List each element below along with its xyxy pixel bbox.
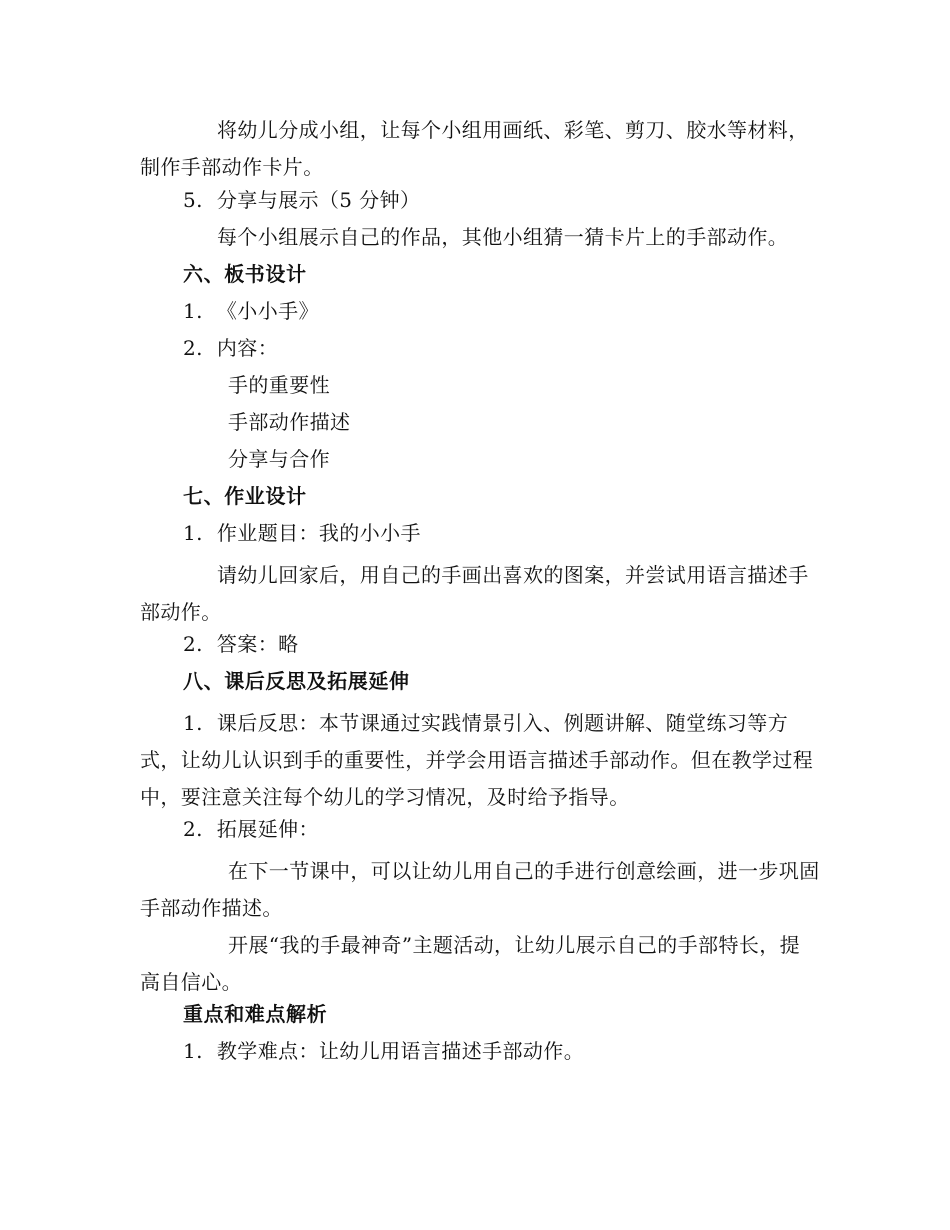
section-heading-key-points: 重点和难点解析: [183, 1002, 328, 1026]
list-item-board-content: [183, 335, 278, 361]
list-text: 内容：: [216, 336, 279, 360]
list-text: 教学难点：让幼儿用语言描述手部动作。: [216, 1039, 585, 1063]
list-item-homework-title: [183, 520, 421, 546]
list-text: 拓展延伸：: [216, 817, 319, 841]
sub-item: 手的重要性: [228, 373, 330, 397]
paragraph-homework-desc: 请幼儿回家后，用自己的手画出喜欢的图案，并尝试用语言描述手部动作。: [140, 563, 809, 624]
list-item-difficulty: [183, 1038, 584, 1064]
list-item-share-show: [183, 187, 420, 213]
list-item-extension: [183, 816, 319, 842]
list-number: 1.: [183, 299, 203, 323]
paragraph-reflection: [140, 705, 820, 816]
list-number: 5.: [183, 188, 203, 212]
list-number: 2.: [183, 817, 203, 841]
sub-item: 手部动作描述: [228, 410, 351, 434]
list-number: 1.: [183, 521, 203, 545]
list-text: 作业题目：我的小小手: [216, 521, 421, 545]
section-heading-homework: 七、作业设计: [183, 484, 307, 508]
paragraph-extension-drawing: 在下一节课中，可以让幼儿用自己的手进行创意绘画，进一步巩固手部动作描述。: [140, 859, 820, 920]
paragraph-make-cards: 将幼儿分成小组，让每个小组用画纸、彩笔、剪刀、胶水等材料，制作手部动作卡片。: [140, 118, 809, 179]
list-text: 《小小手》: [216, 299, 319, 323]
paragraph-show-works: 每个小组展示自己的作品，其他小组猜一猜卡片上的手部动作。: [217, 225, 789, 249]
list-number: 2.: [183, 336, 203, 360]
section-heading-board-design: 六、板书设计: [183, 262, 307, 286]
list-text: 分享与展示（5 分钟）: [216, 188, 421, 212]
list-number: 2.: [183, 632, 203, 656]
list-item-homework-answer: [183, 631, 299, 657]
sub-item: 分享与合作: [228, 447, 330, 471]
list-text: 课后反思：本节课通过实践情景引入、例题讲解、随堂练习等方式，让幼儿认识到手的重要性，并学会用语言描述手部动作。但在教学过程中，要注意关注每个幼儿的学习情况，及时给予指导。: [140, 711, 814, 809]
list-number: 1.: [183, 711, 203, 735]
paragraph-extension-activity: 开展“我的手最神奇”主题活动，让幼儿展示自己的手部特长，提高自信心。: [140, 933, 801, 994]
list-text: 答案：略: [216, 632, 299, 656]
section-heading-reflection: 八、课后反思及拓展延伸: [183, 669, 410, 693]
list-number: 1.: [183, 1039, 203, 1063]
list-item-board-title: [183, 298, 319, 324]
